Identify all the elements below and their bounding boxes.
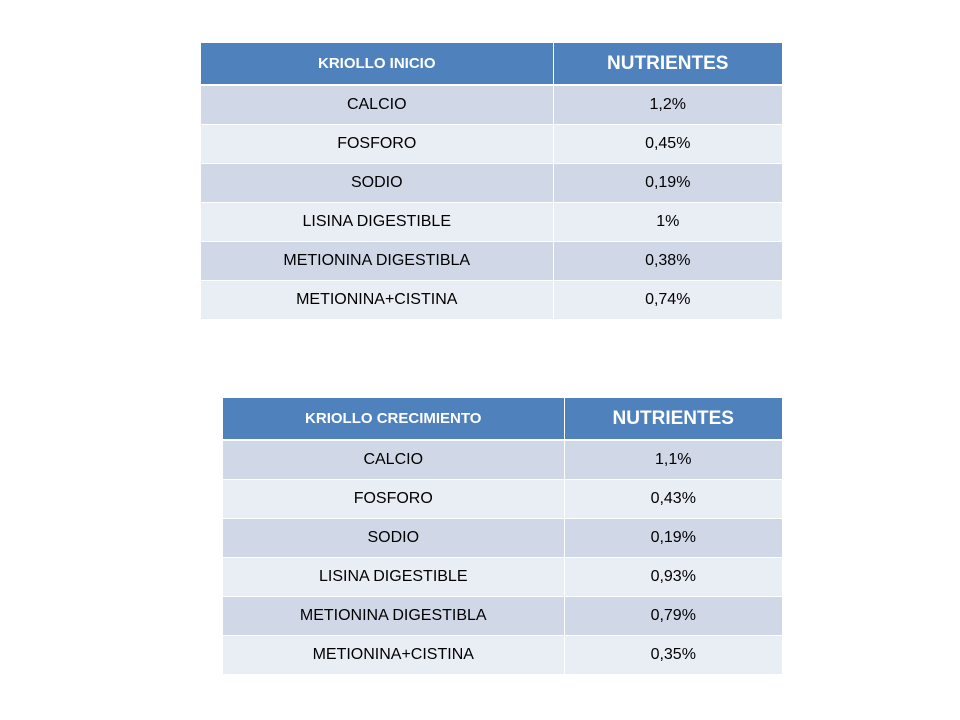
kriollo-crecimiento-table (223, 398, 782, 675)
nutrient-value-cell: 0,35% (564, 636, 782, 675)
table-row (223, 597, 782, 636)
product-name-header: KRIOLLO INICIO (201, 43, 553, 85)
table-row (201, 242, 782, 281)
nutrient-name-cell: LISINA DIGESTIBLE (223, 558, 564, 597)
nutrient-value-cell: 1,1% (564, 440, 782, 480)
nutrient-name-cell: LISINA DIGESTIBLE (201, 203, 553, 242)
nutrient-value-cell: 1,2% (553, 85, 782, 125)
nutrient-value-cell: 0,93% (564, 558, 782, 597)
nutrient-value-cell: 0,38% (553, 242, 782, 281)
kriollo-inicio-table (201, 43, 782, 320)
table-row (201, 85, 782, 125)
table-row (201, 281, 782, 320)
nutrient-name-cell: FOSFORO (223, 480, 564, 519)
nutrient-name-cell: METIONINA+CISTINA (201, 281, 553, 320)
nutrient-value-cell: 0,79% (564, 597, 782, 636)
table-row (223, 636, 782, 675)
nutrients-header: NUTRIENTES (564, 398, 782, 440)
nutrient-value-cell: 0,74% (553, 281, 782, 320)
nutrient-value-cell: 0,19% (564, 519, 782, 558)
nutrient-name-cell: FOSFORO (201, 125, 553, 164)
table-row (223, 480, 782, 519)
nutrient-name-cell: METIONINA DIGESTIBLA (201, 242, 553, 281)
nutrient-name-cell: METIONINA DIGESTIBLA (223, 597, 564, 636)
nutrient-name-cell: SODIO (201, 164, 553, 203)
table-header-row (223, 398, 782, 440)
table-row (223, 440, 782, 480)
table-row (223, 558, 782, 597)
table-row (223, 519, 782, 558)
table-header-row (201, 43, 782, 85)
nutrient-value-cell: 1% (553, 203, 782, 242)
table-row (201, 164, 782, 203)
nutrients-header: NUTRIENTES (553, 43, 782, 85)
nutrient-value-cell: 0,19% (553, 164, 782, 203)
nutrient-name-cell: CALCIO (223, 440, 564, 480)
nutrient-name-cell: CALCIO (201, 85, 553, 125)
table-row (201, 125, 782, 164)
nutrient-value-cell: 0,45% (553, 125, 782, 164)
nutrient-name-cell: METIONINA+CISTINA (223, 636, 564, 675)
nutrient-name-cell: SODIO (223, 519, 564, 558)
product-name-header: KRIOLLO CRECIMIENTO (223, 398, 564, 440)
table-row (201, 203, 782, 242)
nutrient-value-cell: 0,43% (564, 480, 782, 519)
